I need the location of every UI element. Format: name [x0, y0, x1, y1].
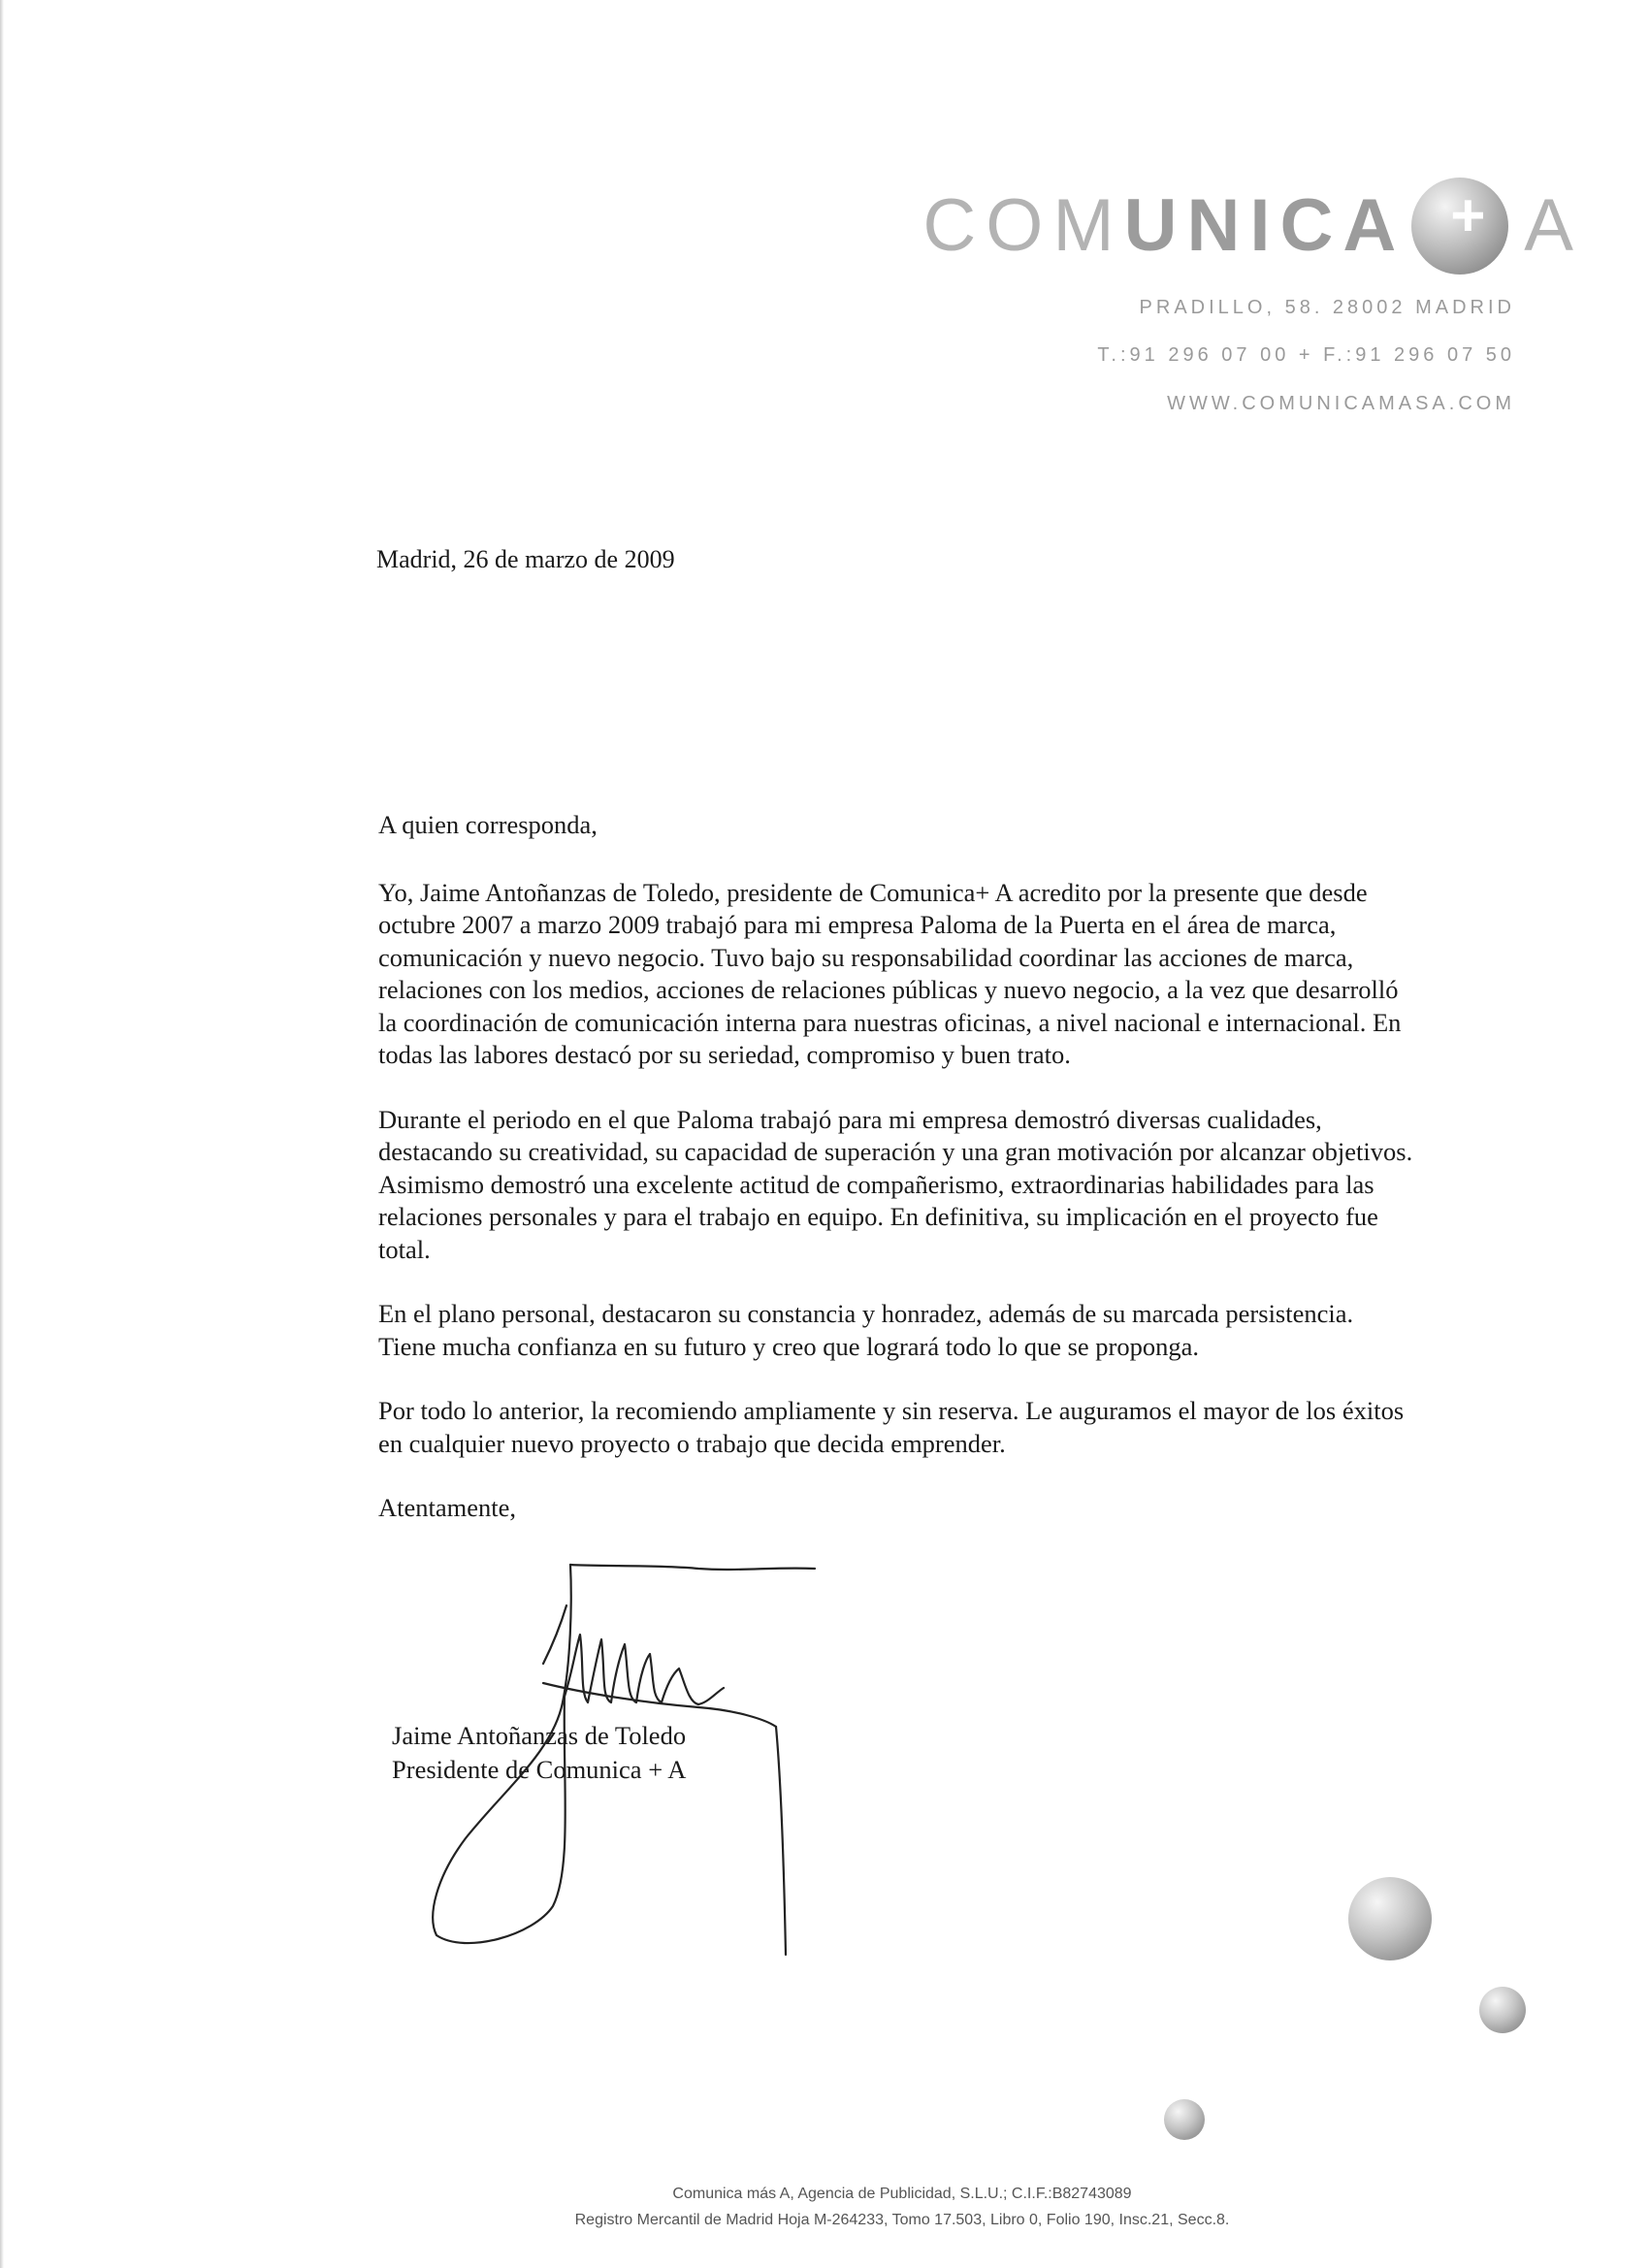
company-website: WWW.COMUNICAMASA.COM [1167, 393, 1515, 414]
letter-date: Madrid, 26 de marzo de 2009 [376, 545, 675, 573]
paragraph-3: En el plano personal, destacaron su constancia y honradez, además de su marcada persistencia. Tiene mucha confianza en su futuro y creo que logrará todo lo que se proponga. [378, 1299, 1354, 1361]
closing: Atentamente, [378, 1493, 517, 1522]
footer-registry-info: Registro Mercantil de Madrid Hoja M-264233, Tomo 17.503, Libro 0, Folio 190, Insc.21, Secc.8. [574, 2212, 1230, 2228]
decorative-sphere-small [1164, 2099, 1205, 2140]
signer-title: Presidente de Comunica + A [392, 1755, 687, 1784]
logo-plus: + [1450, 182, 1486, 249]
paragraph-2: Durante el periodo en el que Paloma trabajó para mi empresa demostró diversas cualidades, destacando su creatividad, su capacidad de superación y una gran motivación por alcanzar objetivos. Asimismo demostró una excelente actitud de compañerismo, extraordinarias habilidades para las relaciones personales y para el trabajo en equipo. En definitiva, su implicación en el proyecto fue total. [378, 1104, 1413, 1264]
decorative-sphere-medium [1479, 1987, 1526, 2033]
logo-sphere-icon [1411, 178, 1508, 275]
letter-body [378, 809, 1416, 1525]
company-logo [922, 182, 1583, 270]
company-phone-fax: T.:91 296 07 00 + F.:91 296 07 50 [1097, 344, 1515, 366]
logo-text-light: COM [922, 184, 1124, 267]
company-address: PRADILLO, 58. 28002 MADRID [1139, 297, 1515, 318]
logo-text-bold: UNICA [1123, 184, 1406, 267]
logo-suffix: A [1524, 184, 1583, 267]
decorative-sphere-large [1348, 1877, 1432, 1960]
salutation: A quien corresponda, [378, 810, 598, 839]
signer-name: Jaime Antoñanzas de Toledo [392, 1721, 687, 1750]
paragraph-1: Yo, Jaime Antoñanzas de Toledo, presidente de Comunica+ A acredito por la presente que desde octubre 2007 a marzo 2009 trabajó para mi empresa Paloma de la Puerta en el área de marca, comunicación y nuevo negocio. Tuvo bajo su responsabilidad coordinar las acciones de marca, relaciones con los medios, acciones de relaciones públicas y nuevo negocio, a la vez que desarrolló la coordinación de comunicación interna para nuestras oficinas, a nivel nacional e internacional. En todas las labores destacó por su seriedad, compromiso y buen trato. [378, 877, 1402, 1069]
footer-company-info: Comunica más A, Agencia de Publicidad, S.L.U.; C.I.F.:B82743089 [672, 2186, 1132, 2202]
signature-block [392, 1719, 686, 1787]
page-edge-shadow [0, 0, 4, 2268]
paragraph-4: Por todo lo anterior, la recomiendo ampliamente y sin reserva. Le auguramos el mayor de los éxitos en cualquier nuevo proyecto o trabajo que decida emprender. [378, 1396, 1405, 1458]
